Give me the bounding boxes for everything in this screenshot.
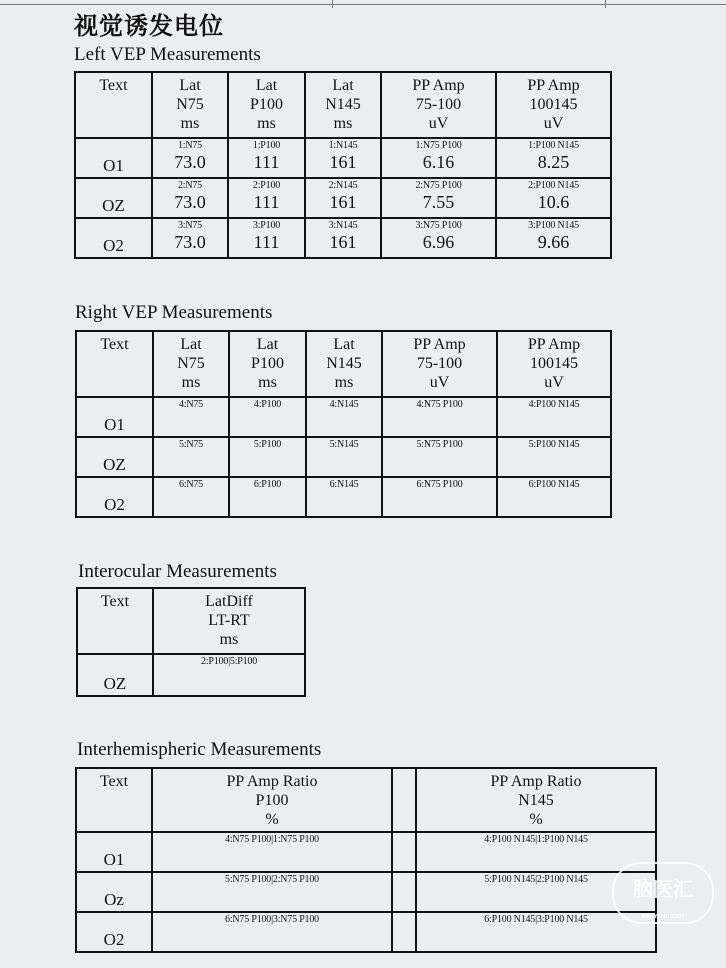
row-label: O2 — [104, 495, 125, 514]
table-cell — [497, 397, 611, 437]
table-cell — [392, 872, 416, 912]
cell-marker-label: 5:N75 P100 — [416, 439, 463, 450]
cell-marker-label: 2:P100 — [252, 180, 281, 191]
cell-marker-label: 6:N75 P100|3:N75 P100 — [225, 914, 319, 925]
table-cell — [153, 477, 229, 517]
cell-marker-label: 4:N145 — [329, 399, 359, 410]
left-vep-title: Left VEP Measurements — [74, 44, 261, 65]
left-vep-table — [74, 71, 612, 259]
cell-marker-label: 4:N75 — [178, 399, 203, 410]
interocular-table — [76, 587, 306, 697]
table-cell — [152, 872, 392, 912]
table-cell — [496, 178, 611, 218]
cell-value: 111 — [253, 232, 280, 252]
table-cell — [152, 832, 392, 872]
cell-value: 8.25 — [537, 152, 570, 172]
cell-marker-label: 1:N145 — [328, 140, 358, 151]
cell-value: 161 — [329, 152, 357, 172]
right-vep-title: Right VEP Measurements — [75, 302, 273, 323]
table-row — [76, 912, 656, 952]
cell-value: 161 — [329, 192, 357, 212]
table-cell — [392, 912, 416, 952]
table-cell — [152, 912, 392, 952]
table-cell — [153, 397, 229, 437]
cell-marker-label: 5:P100 N145|2:P100 N145 — [484, 874, 588, 885]
column-header: Lat N145 ms — [325, 77, 361, 132]
row-label: O1 — [103, 156, 124, 175]
cell-value: 6.96 — [422, 232, 455, 252]
column-header: PP Amp 100145 uV — [527, 336, 581, 391]
column-header: Lat P100 ms — [250, 77, 283, 132]
table-cell — [306, 477, 382, 517]
table-cell — [305, 218, 381, 258]
table-cell — [382, 397, 497, 437]
cell-marker-label: 6:N145 — [329, 479, 359, 490]
header-row — [75, 72, 611, 138]
table-cell — [229, 397, 306, 437]
table-row — [75, 178, 611, 218]
cell-marker-label: 6:N75 — [178, 479, 203, 490]
table-cell — [152, 218, 228, 258]
brand-watermark — [612, 862, 714, 924]
column-header: PP Amp 75-100 uV — [412, 77, 465, 132]
column-header: Lat N145 ms — [326, 336, 362, 391]
interhemispheric-title: Interhemispheric Measurements — [77, 739, 322, 760]
cell-value: 111 — [253, 152, 280, 172]
cell-marker-label: 2:P100 N145 — [528, 180, 579, 191]
table-cell — [153, 654, 305, 696]
cell-marker-label: 3:N145 — [328, 220, 358, 231]
table-row — [76, 397, 611, 437]
row-label: OZ — [103, 674, 127, 693]
table-cell — [416, 832, 656, 872]
cell-marker-label: 4:N75 P100|1:N75 P100 — [225, 834, 319, 845]
table-cell — [381, 218, 496, 258]
table-cell — [497, 437, 611, 477]
table-cell — [305, 178, 381, 218]
table-row — [75, 138, 611, 178]
table-cell — [496, 218, 611, 258]
cell-value: 10.6 — [537, 192, 570, 212]
table-cell — [229, 477, 306, 517]
row-label: OZ — [103, 455, 126, 474]
table-cell — [497, 477, 611, 517]
cell-marker-label — [393, 913, 415, 914]
table-cell — [152, 178, 228, 218]
table-cell — [152, 138, 228, 178]
column-header — [393, 769, 415, 772]
table-cell — [381, 178, 496, 218]
cell-marker-label: 6:P100 — [253, 479, 282, 490]
cell-marker-label: 6:N75 P100 — [416, 479, 463, 490]
table-cell — [392, 832, 416, 872]
cell-marker-label: 1:N75 — [177, 140, 202, 151]
table-cell — [153, 437, 229, 477]
cell-marker-label: 5:P100 — [253, 439, 282, 450]
column-header: PP Amp Ratio P100 % — [226, 773, 318, 828]
cell-value: 161 — [329, 232, 357, 252]
row-label: OZ — [102, 196, 125, 215]
cell-marker-label: 5:N75 — [178, 439, 203, 450]
table-row — [76, 832, 656, 872]
header-row — [77, 588, 305, 654]
header-text: Text — [99, 77, 128, 94]
cell-marker-label: 2:N145 — [328, 180, 358, 191]
cell-marker-label: 1:P100 — [252, 140, 281, 151]
cell-marker-label — [393, 873, 415, 874]
cell-marker-label: 4:P100 N145 — [528, 399, 580, 410]
table-cell — [306, 437, 382, 477]
cell-value: 73.0 — [174, 232, 206, 252]
cell-marker-label: 2:P100|5:P100 — [200, 656, 258, 667]
cell-marker-label: 3:N75 P100 — [415, 220, 462, 231]
cell-value: 111 — [253, 192, 280, 212]
cell-value: 7.55 — [422, 192, 455, 212]
interocular-title: Interocular Measurements — [78, 561, 277, 582]
cell-marker-label: 3:P100 — [252, 220, 281, 231]
table-cell — [306, 397, 382, 437]
cell-marker-label: 2:N75 — [177, 180, 202, 191]
column-header: Lat N75 ms — [176, 77, 204, 132]
table-cell — [496, 138, 611, 178]
header-text: Text — [100, 593, 130, 610]
column-header: Lat N75 ms — [177, 336, 205, 391]
cell-marker-label: 5:P100 N145 — [528, 439, 580, 450]
column-header: LatDiff LT-RT ms — [205, 593, 253, 648]
watermark-subtext: NAOYIHUI.COM — [641, 914, 685, 920]
table-row — [76, 437, 611, 477]
row-label: O2 — [103, 236, 124, 255]
table-cell — [305, 138, 381, 178]
interhemispheric-table — [75, 767, 657, 953]
cell-marker-label: 4:N75 P100 — [416, 399, 463, 410]
watermark-text: 脑医汇 — [633, 877, 693, 901]
cell-marker-label: 3:N75 — [177, 220, 202, 231]
cell-marker-label: 6:P100 N145|3:P100 N145 — [484, 914, 588, 925]
table-cell — [228, 138, 305, 178]
cell-marker-label: 2:N75 P100 — [415, 180, 462, 191]
column-header: PP Amp 100145 uV — [527, 77, 580, 132]
column-header: Lat P100 ms — [251, 336, 284, 391]
cell-marker-label: 6:P100 N145 — [528, 479, 580, 490]
right-vep-table — [75, 330, 612, 518]
header-row — [76, 768, 656, 832]
document-title: 视觉诱发电位 — [74, 12, 224, 40]
cell-value: 73.0 — [174, 192, 206, 212]
table-cell — [228, 178, 305, 218]
cell-marker-label — [393, 833, 415, 834]
table-cell — [381, 138, 496, 178]
cell-marker-label: 1:N75 P100 — [415, 140, 462, 151]
table-cell — [382, 477, 497, 517]
cell-marker-label: 4:P100 N145|1:P100 N145 — [484, 834, 588, 845]
table-row — [76, 872, 656, 912]
cell-value: 6.16 — [422, 152, 455, 172]
cell-marker-label: 3:P100 N145 — [528, 220, 579, 231]
table-row — [75, 218, 611, 258]
row-label: Oz — [104, 890, 124, 909]
row-label: O1 — [103, 850, 125, 869]
table-row — [77, 654, 305, 696]
table-cell — [229, 437, 306, 477]
table-row — [76, 477, 611, 517]
row-label: O1 — [104, 415, 125, 434]
table-cell — [228, 218, 305, 258]
row-label: O2 — [103, 930, 125, 949]
cell-value: 73.0 — [174, 152, 206, 172]
cell-marker-label: 5:N145 — [329, 439, 359, 450]
cell-value: 9.66 — [537, 232, 570, 252]
column-header: PP Amp 75-100 uV — [413, 336, 466, 391]
header-row — [76, 331, 611, 397]
cell-marker-label: 5:N75 P100|2:N75 P100 — [225, 874, 319, 885]
table-cell — [382, 437, 497, 477]
cell-marker-label: 4:P100 — [253, 399, 282, 410]
header-text: Text — [99, 773, 129, 790]
cell-marker-label: 1:P100 N145 — [528, 140, 579, 151]
column-header: PP Amp Ratio N145 % — [490, 773, 582, 828]
header-text: Text — [100, 336, 129, 353]
